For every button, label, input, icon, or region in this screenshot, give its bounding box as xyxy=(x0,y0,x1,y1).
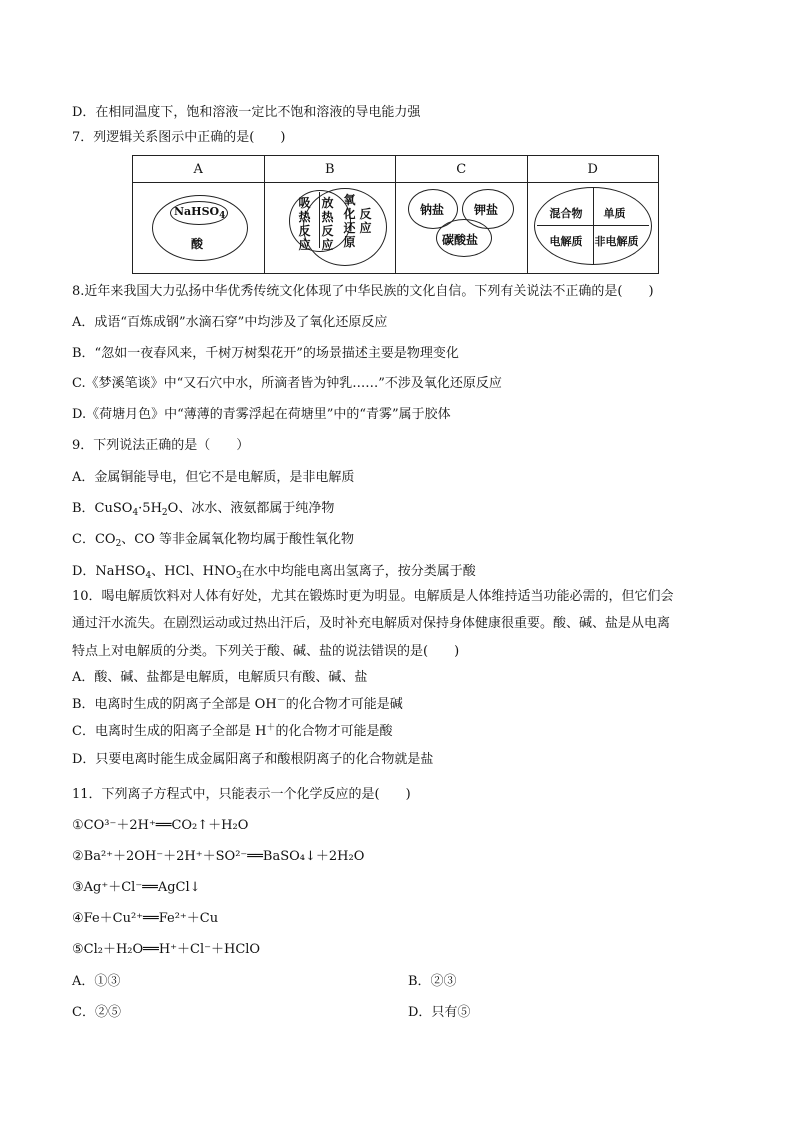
q11-equation-2: ②Ba²⁺＋2OH⁻＋2H⁺＋SO²⁻══BaSO₄↓＋2H₂O xyxy=(72,849,365,864)
horizontal-divider xyxy=(537,225,649,226)
diagram-a xyxy=(133,183,265,274)
q11-option-a: A．①③ xyxy=(72,974,121,989)
col-header-c: C xyxy=(396,156,528,183)
q8-stem: 8.近年来我国大力弘扬中华优秀传统文化体现了中华民族的文化自信。下列有关说法不正确的是( ) xyxy=(72,284,654,299)
electrolyte-label: 电解质 xyxy=(549,235,583,248)
q7-stem: 7．列逻辑关系图示中正确的是( ) xyxy=(72,130,286,145)
potassium-salt-label: 钾盐 xyxy=(474,203,499,217)
q11-option-b: B．②③ xyxy=(408,974,457,989)
q8-option-b: B．“忽如一夜春风来，千树万树梨花开”的场景描述主要是物理变化 xyxy=(72,346,459,361)
reaction-label: 反应 xyxy=(359,207,372,235)
endothermic-label: 吸热反应 xyxy=(298,196,311,252)
logic-diagram-table xyxy=(132,155,659,274)
q11-equation-1: ①CO³⁻＋2H⁺══CO₂↑＋H₂O xyxy=(72,818,249,833)
q10-stem-line3: 特点上对电解质的分类。下列关于酸、碱、盐的说法错误的是( ) xyxy=(72,644,460,659)
q10-option-a: A．酸、碱、盐都是电解质，电解质只有酸、碱、盐 xyxy=(72,670,368,685)
diagram-a-outer-label: 酸 xyxy=(191,237,204,251)
q10-option-d: D．只要电离时能生成金属阳离子和酸根阴离子的化合物就是盐 xyxy=(72,752,434,767)
q11-option-c: C．②⑤ xyxy=(72,1005,121,1020)
element-label: 单质 xyxy=(603,207,626,220)
q10-option-b: B．电离时生成的阴离子全部是 OH－的化合物才可能是碱 xyxy=(72,696,403,712)
non-electrolyte-label: 非电解质 xyxy=(594,235,639,248)
diagram-d xyxy=(527,183,659,274)
q9-stem: 9．下列说法正确的是（ ） xyxy=(72,438,250,453)
diagram-a-inner-label: NaHSO$_4$ xyxy=(174,205,226,221)
col-header-a: A xyxy=(133,156,265,183)
q11-equation-5: ⑤Cl₂＋H₂O══H⁺＋Cl⁻＋HClO xyxy=(72,942,261,957)
q8-option-d: D.《荷塘月色》中“薄薄的青雾浮起在荷塘里”中的“青雾”属于胶体 xyxy=(72,407,451,422)
col-header-d: D xyxy=(527,156,659,183)
q9-option-d: D．NaHSO$_4$、HCl、$HNO_3$在水中均能电离出氢离子，按分类属于酸 xyxy=(72,564,476,581)
q11-equation-3: ③Ag⁺＋Cl⁻══AgCl↓ xyxy=(72,880,201,895)
q9-option-c: C．$CO_2$、CO 等非金属氧化物均属于酸性氧化物 xyxy=(72,532,355,549)
q9-option-a: A．金属铜能导电，但它不是电解质，是非电解质 xyxy=(72,470,355,485)
q10-option-c: C．电离时生成的阳离子全部是 H＋的化合物才可能是酸 xyxy=(72,723,393,739)
q6-option-d: D．在相同温度下，饱和溶液一定比不饱和溶液的导电能力强 xyxy=(72,105,421,120)
q11-equation-4: ④Fe＋Cu²⁺══Fe²⁺＋Cu xyxy=(72,911,219,926)
q8-option-c: C.《梦溪笔谈》中“又石穴中水，所滴者皆为钟乳……”不涉及氧化还原反应 xyxy=(72,376,502,391)
divider-line xyxy=(319,192,320,248)
diagram-b xyxy=(264,183,396,274)
q11-stem: 11．下列离子方程式中，只能表示一个化学反应的是( ) xyxy=(72,787,411,802)
q10-stem-line1: 10．喝电解质饮料对人体有好处，尤其在锻炼时更为明显。电解质是人体维持适当功能必需的，但它们会 xyxy=(72,589,674,604)
diagram-c xyxy=(396,183,528,274)
vertical-divider xyxy=(593,187,594,265)
carbonate-label: 碳酸盐 xyxy=(442,233,479,247)
col-header-b: B xyxy=(264,156,396,183)
sodium-salt-label: 钠盐 xyxy=(420,203,445,217)
q8-option-a: A．成语“百炼成钢”水滴石穿”中均涉及了氧化还原反应 xyxy=(72,315,388,330)
q9-option-b: B．$CuSO_4\cdot 5H_2O$、冰水、液氨都属于纯净物 xyxy=(72,501,335,518)
redox-label: 氧化还原 xyxy=(343,193,356,249)
mixture-label: 混合物 xyxy=(549,207,583,220)
q10-stem-line2: 通过汗水流失。在剧烈运动或过热出汗后，及时补充电解质对保持身体健康很重要。酸、碱、盐是从电离 xyxy=(72,616,671,631)
q11-option-d: D．只有⑤ xyxy=(408,1005,471,1020)
exothermic-label: 放热反应 xyxy=(321,196,334,252)
